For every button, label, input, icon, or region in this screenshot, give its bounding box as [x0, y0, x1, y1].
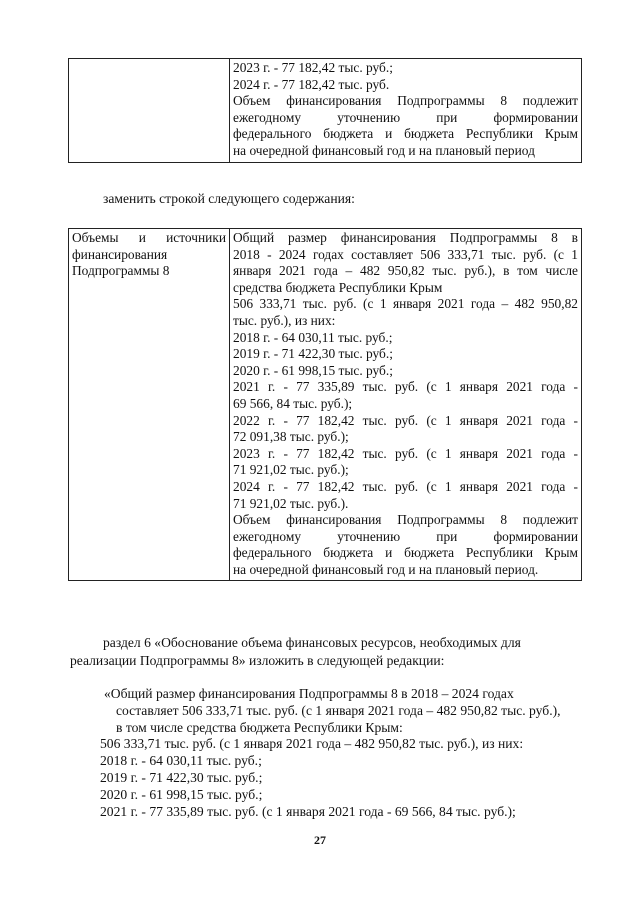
- text-line: на очередной финансовый год и на плановый период.: [233, 561, 539, 577]
- text-line: федерального бюджета и бюджета Республики Крым: [233, 545, 578, 561]
- table-continuation: [68, 58, 582, 163]
- section6-line2: реализации Подпрограммы 8» изложить в следующей редакции:: [70, 653, 445, 668]
- table-cell-empty: [69, 59, 230, 163]
- text-line: в том числе средства бюджета Республики Крым:: [116, 719, 403, 735]
- text-line: ежегодному уточнению при формировании: [233, 109, 578, 125]
- text-line: 2022 г. - 77 182,42 тыс. руб. (с 1 января 2021 года -: [233, 412, 578, 428]
- text-line: 72 091,38 тыс. руб.);: [233, 429, 349, 445]
- text-line: ежегодному уточнению при формировании: [233, 528, 578, 544]
- table-cell-financing: [230, 229, 582, 581]
- table-row: [69, 229, 582, 581]
- text-line: финансирования: [72, 246, 168, 262]
- text-line: 2020 г. - 61 998,15 тыс. руб.;: [233, 362, 393, 378]
- replace-note: заменить строкой следующего содержания:: [103, 191, 355, 206]
- table-cell-financing-tail: [230, 59, 582, 163]
- text-line: 2018 г. - 64 030,11 тыс. руб.;: [100, 753, 262, 769]
- text-line: Объемы и источники: [72, 230, 226, 245]
- text-line: 2021 г. - 77 335,89 тыс. руб. (с 1 января 2021 года -: [233, 379, 578, 395]
- text-line: Общий размер финансирования Подпрограммы 8 в: [233, 230, 578, 245]
- text-line: 2021 г. - 77 335,89 тыс. руб. (с 1 января 2021 года - 69 566, 84 тыс. руб.);: [100, 803, 516, 819]
- text-line: 2023 г. - 77 182,42 тыс. руб.;: [233, 60, 393, 75]
- text-line: 2019 г. - 71 422,30 тыс. руб.;: [100, 769, 263, 785]
- text-line: 2023 г. - 77 182,42 тыс. руб. (с 1 января 2021 года -: [233, 445, 578, 461]
- text-line: 2020 г. - 61 998,15 тыс. руб.;: [100, 786, 263, 802]
- quoted-text: [100, 686, 584, 820]
- text-line: 2018 г. - 64 030,11 тыс. руб.;: [233, 329, 393, 345]
- text-line: на очередной финансовый год и на плановый период: [233, 142, 535, 158]
- text-line: января 2021 года – 482 950,82 тыс. руб.), в том числе: [233, 263, 578, 279]
- text-line: 71 921,02 тыс. руб.);: [233, 462, 349, 478]
- table-row: [69, 59, 582, 163]
- text-line: тыс. руб.), из них:: [233, 312, 336, 328]
- text-line: федерального бюджета и бюджета Республики Крым: [233, 126, 578, 142]
- table-cell-label: [69, 229, 230, 581]
- text-line: 2019 г. - 71 422,30 тыс. руб.;: [233, 346, 393, 362]
- page-number: 27: [314, 833, 326, 847]
- text-line: «Общий размер финансирования Подпрограммы 8 в 2018 – 2024 годах: [104, 686, 514, 701]
- text-line: 2024 г. - 77 182,42 тыс. руб. (с 1 января 2021 года -: [233, 478, 578, 494]
- text-line: средства бюджета Республики Крым: [233, 279, 443, 295]
- text-line: 506 333,71 тыс. руб. (с 1 января 2021 года – 482 950,82 тыс. руб.), из них:: [100, 736, 524, 752]
- text-line: 2024 г. - 77 182,42 тыс. руб.: [233, 76, 390, 92]
- text-line: 506 333,71 тыс. руб. (с 1 января 2021 года – 482 950,82: [233, 296, 578, 312]
- text-line: Объем финансирования Подпрограммы 8 подлежит: [233, 93, 578, 109]
- section6-line1: раздел 6 «Обоснование объема финансовых ресурсов, необходимых для: [103, 635, 521, 650]
- text-line: Объем финансирования Подпрограммы 8 подлежит: [233, 512, 578, 528]
- text-line: составляет 506 333,71 тыс. руб. (с 1 января 2021 года – 482 950,82 тыс. руб.),: [116, 702, 561, 718]
- text-line: Подпрограммы 8: [72, 263, 170, 279]
- text-line: 2018 - 2024 годах составляет 506 333,71 тыс. руб. (с 1: [233, 246, 578, 262]
- text-line: 69 566, 84 тыс. руб.);: [233, 395, 353, 411]
- table-financing: [68, 228, 582, 581]
- text-line: 71 921,02 тыс. руб.).: [233, 495, 349, 511]
